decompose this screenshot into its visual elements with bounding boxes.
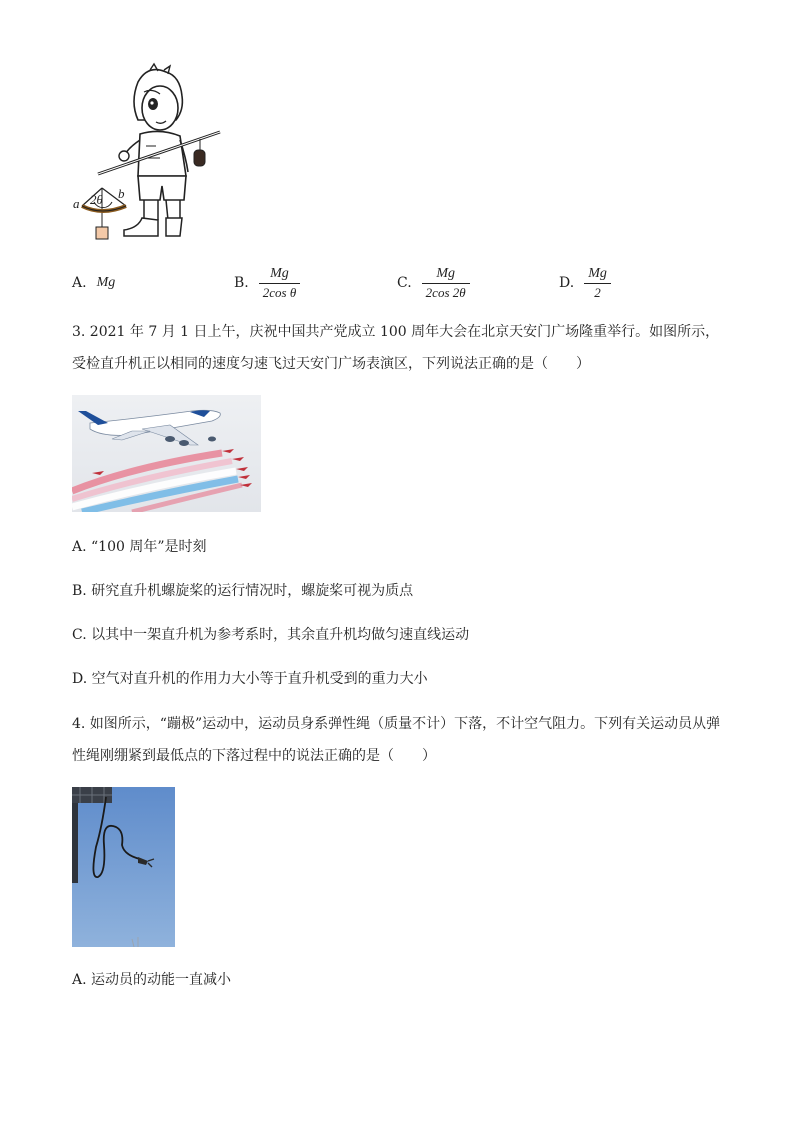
option-label: C. [397,275,412,291]
q4-choice-a[interactable]: A. 运动员的动能一直减小 [72,972,232,988]
bungee-photo [72,787,175,947]
angle-label: 2θ [90,192,103,207]
fraction-denominator: 2cos 2θ [425,284,466,300]
q3-choice-c[interactable]: C. 以其中一架直升机为参考系时，其余直升机均做匀速直线运动 [72,627,470,643]
q3-choice-d[interactable]: D. 空气对直升机的作用力大小等于直升机受到的重力大小 [72,671,428,687]
question-4-stem: 4. 如图所示，“蹦极”运动中，运动员身系弹性绳（质量不计）下落，不计空气阻力。下列有关运动员从弹性绳刚绷紧到最低点的下落过程中的说法正确的是（ ） [72,716,721,764]
bungee-illustration [72,787,175,947]
q3-choice-b[interactable]: B. 研究直升机螺旋桨的运行情况时，螺旋桨可视为质点 [72,583,414,599]
option-label: B. [234,275,249,291]
fraction-numerator: Mg [584,265,611,284]
option-c[interactable] [397,262,470,304]
question-3-stem: 3. 2021 年 7 月 1 日上午，庆祝中国共产党成立 100 周年大会在北京天安门广场隆重举行。如图所示，受检直升机正以相同的速度匀速飞过天安门广场表演区，下列说法正确的是（ ） [72,324,720,372]
fraction [422,265,470,302]
option-d[interactable] [559,262,611,304]
option-label: D. [559,275,575,291]
fraction-numerator: Mg [422,265,470,284]
rope-label-a: a [73,196,80,211]
airshow-photo [72,395,261,512]
figure-person-with-pole [68,62,228,244]
rope-label-b: b [118,186,125,201]
airshow-illustration [72,395,261,512]
q3-choice-a[interactable]: A. “100 周年”是时刻 [72,539,207,555]
option-a[interactable] [72,262,115,304]
person-pole-illustration [68,62,228,244]
fraction [259,265,300,302]
fraction [584,265,611,302]
option-expression: Mg [96,275,116,290]
fraction-numerator: Mg [259,265,300,284]
fraction-denominator: 2cos θ [262,284,297,300]
option-label: A. [72,275,87,291]
option-b[interactable] [234,262,300,304]
fraction-denominator: 2 [594,284,601,300]
